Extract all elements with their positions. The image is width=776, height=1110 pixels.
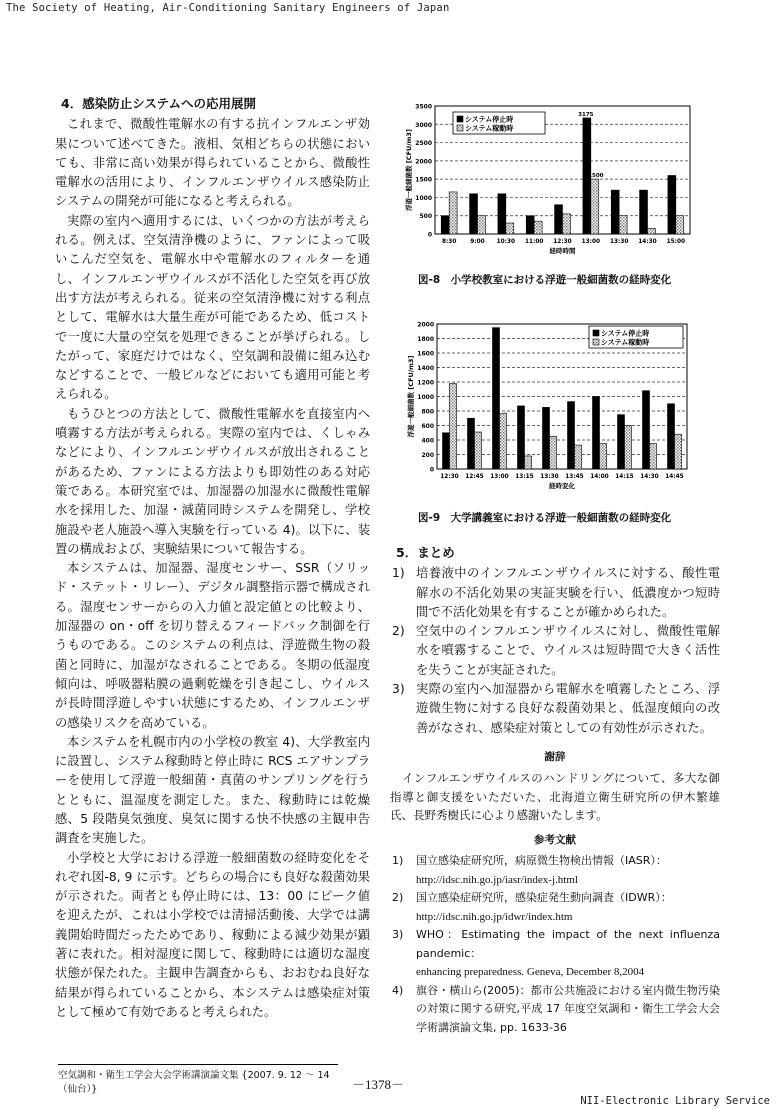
list-number: 2) [392, 624, 405, 639]
bar-running [650, 444, 657, 469]
list-number: 3) [392, 682, 405, 697]
y-axis-label: 浮遊一般細菌数 [CFU/m3] [407, 355, 415, 438]
y-tick-label: 1500 [415, 176, 432, 184]
y-tick-label: 0 [427, 231, 432, 239]
figure-9-chart [395, 318, 695, 498]
bar-stopped [493, 328, 500, 469]
paragraph: 本システムは、加湿器、湿度センサー、SSR（ソリッド・ステット・リレー）、デジタル調整指示器で構成される。湿度センサーからの入力値と設定値との比較より、加湿器の on・off を切り替えるフィードバック制御を行うものである。このシステムの利点は、浮遊微生物の殺菌と同時に、加湿がなされることである。冬期の低湿度傾向は、呼吸器粘膜の過剰乾燥を引き起こし、ウイルスが長時間浮遊しやすい状態にするため、インフルエンザの感染リスクを高めている。 [55, 561, 370, 730]
bar-stopped [611, 190, 619, 234]
list-number: 1) [392, 566, 405, 581]
y-tick-label: 1000 [415, 194, 432, 202]
bar-stopped [498, 194, 506, 234]
y-tick-label: 1800 [417, 336, 434, 343]
paragraph: 実際の室内へ適用するには、いくつかの方法が考えられる。例えば、空気清浄機のように、ファンによって吸いこんだ空気を、電解水中や電解水のフィルターを通し、インフルエンザウイルスが不活化した空気を再び放出す方法が考えられる。従来の空気清浄機に対する利点として、電解水は大量生産が可能であるため、低コストで一度に大量の空気を処理できることが挙げられる。したがって、家庭だけではなく、空気調和設備に組み込むなどすることで、一般ビルなどにおいても適用可能と考えられる。 [55, 213, 370, 402]
x-tick-label: 13:45 [565, 474, 584, 480]
bar-stopped [470, 194, 478, 234]
left-column [55, 94, 370, 1022]
reference-url: enhancing preparedness. Geneva, December 8,2004 [416, 966, 645, 979]
paragraph: 小学校と大学における浮遊一般細菌数の経時変化をそれぞれ図-8, 9 に示す。どちらの場合にも良好な殺菌効果が示された。両者とも停止時には、13：00 にピーク値を迎えたが、これは小学校では清掃活動後、大学では講義開始時間だったためであり、稼動による減少効果が顕著に表れた。相対湿度に関して、稼動時には適切な湿度状態が保たれた。主観申告調査からも、おおむね良好な結果が得られていることから、本システムは感染症対策として極めて有効であると考えられた。 [55, 850, 370, 1019]
x-tick-label: 14:00 [590, 474, 609, 480]
bar-running [625, 426, 632, 470]
bar-stopped [526, 216, 534, 234]
y-tick-label: 3000 [415, 121, 432, 129]
bar-running [550, 436, 557, 469]
figure-8-caption: 図-8 小学校教室における浮遊一般細菌数の経時変化 [418, 274, 672, 286]
legend-label: システム停止時 [465, 115, 514, 124]
x-tick-label: 14:30 [640, 474, 659, 480]
x-tick-label: 12:30 [440, 474, 459, 480]
value-label: 1500 [588, 173, 604, 180]
x-tick-label: 15:00 [666, 239, 686, 245]
reference-url[interactable]: http://idsc.nih.go.jp/iasr/index-j.html [416, 873, 578, 886]
bar-running [449, 192, 457, 234]
bar-running [506, 223, 514, 234]
bar-running [563, 214, 571, 234]
bar-stopped [668, 175, 676, 234]
bar-stopped [555, 205, 563, 234]
x-tick-label: 13:30 [609, 239, 629, 245]
x-tick-label: 9:00 [470, 239, 485, 245]
reference-text: 国立感染症研究所，病原微生物検出情報（IASR）： [416, 854, 667, 868]
reference-number: 1) [392, 854, 404, 868]
bar-stopped [443, 433, 450, 469]
bar-stopped [640, 190, 648, 234]
legend-label: システム稼動時 [601, 338, 650, 347]
page-number: －1378－ [352, 1077, 405, 1092]
acknowledgment-text: インフルエンザウイルスのハンドリングについて、多大な御指導と御支援をいただいた、北海道立衛生研究所の伊木繁雄氏、長野秀樹氏に心より感謝いたします。 [390, 771, 720, 823]
bar-stopped [518, 406, 525, 469]
bar-running [525, 456, 532, 469]
journal-citation: 空気調和・衛生工学会大会学術講演論文集 {2007. 9. 12 ～ 14（仙台）} [58, 1064, 338, 1095]
x-tick-label: 10:30 [496, 239, 516, 245]
list-item [390, 564, 720, 622]
bar-running [675, 434, 682, 469]
legend-swatch [593, 330, 599, 336]
bar-stopped [618, 415, 625, 469]
reference-text: WHO：Estimating the impact of the next influenza pandemic： [416, 928, 720, 960]
reference-list [390, 852, 720, 1037]
bar-stopped [668, 404, 675, 469]
bar-running [591, 179, 599, 234]
y-tick-label: 1400 [417, 365, 434, 372]
x-tick-label: 13:15 [515, 474, 534, 480]
x-tick-label: 13:00 [581, 239, 601, 245]
y-tick-label: 600 [421, 423, 434, 430]
reference-item [390, 852, 720, 889]
reference-number: 2) [392, 891, 404, 905]
reference-number: 4) [392, 983, 404, 997]
x-tick-label: 14:45 [665, 474, 684, 480]
y-tick-label: 1200 [417, 379, 434, 387]
bar-running [475, 432, 482, 469]
paragraph: もうひとつの方法として、微酸性電解水を直接室内へ噴霧する方法が考えられる。実際の室内では、くしゃみなどにより、インフルエンザウイルスが放出されることがあるため、ファンによる方法よりも即効性のある対応策である。本研究室では、加湿器の加湿水に微酸性電解水を採用した、加湿・滅菌同時システムを開発し、学校施設や老人施設へ導入実験を行っている 4)。以下に、装置の構成および、実験結果について報告する。 [55, 406, 370, 556]
x-tick-label: 11:00 [524, 239, 544, 245]
y-tick-label: 0 [429, 466, 434, 474]
reference-item [390, 982, 720, 1038]
section-4-title: 4．感染防止システムへの応用展開 [61, 96, 256, 111]
bar-running [534, 221, 542, 234]
reference-number: 3) [392, 928, 404, 942]
x-tick-label: 14:15 [615, 474, 634, 480]
bar-stopped [543, 407, 550, 469]
y-tick-label: 2500 [415, 140, 432, 148]
library-footer: NII-Electronic Library Service [580, 1095, 770, 1107]
x-tick-label: 13:00 [490, 474, 509, 480]
references-title: 参考文献 [534, 833, 576, 846]
legend-swatch [457, 116, 463, 122]
list-item [390, 680, 720, 738]
bar-stopped [593, 397, 600, 470]
bar-running [500, 413, 507, 469]
bar-running [619, 216, 627, 234]
bar-stopped [468, 418, 475, 469]
paragraph: 本システムを札幌市内の小学校の教室 4)、大学教室内に設置し、システム稼動時と停止時に RCS エアサンプラーを使用して浮遊一般細菌・真菌のサンプリングを行うとともに、温湿度を測定した。また、稼動時には乾燥感、5 段階臭気強度、臭気に関する快不快感の主観申告調査を実施した。 [55, 734, 370, 846]
legend-swatch [457, 125, 463, 131]
y-tick-label: 1600 [417, 350, 434, 358]
reference-url[interactable]: http://idsc.nih.go.jp/idwr/index.htm [416, 910, 573, 923]
legend-label: システム稼動時 [465, 124, 514, 133]
conclusion-list [390, 564, 720, 738]
y-tick-label: 200 [421, 452, 434, 459]
x-tick-label: 8:30 [441, 239, 457, 245]
bar-stopped [441, 216, 449, 234]
x-tick-label: 13:30 [540, 474, 559, 480]
legend-label: システム停止時 [601, 329, 650, 338]
y-tick-label: 800 [421, 408, 434, 416]
figure-8-chart [395, 100, 695, 265]
x-tick-label: 12:30 [553, 239, 572, 245]
journal-header: The Society of Heating, Air-Conditioning Sanitary Engineers of Japan [6, 2, 450, 14]
y-tick-label: 1000 [417, 394, 434, 401]
y-tick-label: 2000 [415, 158, 432, 166]
y-tick-label: 3500 [415, 103, 432, 111]
bar-running [600, 444, 607, 469]
y-tick-label: 400 [421, 437, 434, 445]
bar-running [450, 383, 457, 469]
right-column [390, 543, 720, 1037]
reference-item [390, 926, 720, 982]
list-text: 空気中のインフルエンザウイルスに対し、微酸性電解水を噴霧することで、ウイルスは短時間で大きく活性を失うことが実証された。 [416, 624, 720, 677]
list-text: 実際の室内へ加湿器から電解水を噴霧したところ、浮遊微生物に対する良好な殺菌効果と、低湿度傾向の改善がなされ、感染症対策としての有効性が示された。 [416, 682, 720, 735]
value-label: 3175 [578, 111, 594, 118]
reference-item [390, 889, 720, 926]
bar-running [575, 445, 582, 469]
bar-running [648, 229, 656, 234]
y-tick-label: 500 [419, 213, 432, 221]
y-tick-label: 2000 [417, 321, 434, 329]
list-text: 培養液中のインフルエンザウイルスに対する、酸性電解水の不活化効果の実証実験を行い、低濃度かつ短時間で不活化効果を有することが確かめられた。 [416, 566, 720, 619]
x-axis-label: 経時変化 [549, 482, 575, 490]
bar-running [676, 216, 684, 234]
legend-swatch [593, 339, 599, 345]
paragraph: これまで、微酸性電解水の有する抗インフルエンザ効果について述べてきた。液相、気相どちらの状態においても、非常に高い効果が得られていることから、微酸性電解水の活用により、インフルエンザウイルス感染防止システムの開発が可能になると考えられる。 [55, 117, 370, 209]
reference-text: 国立感染症研究所，感染症発生動向調査（IDWR）： [416, 891, 672, 905]
bar-running [478, 216, 486, 234]
bar-stopped [568, 402, 575, 469]
section-5-title: 5．まとめ [396, 545, 455, 560]
reference-text: 旗谷・横山ら(2005)：都市公共施設における室内微生物汚染の対策に関する研究,平成 17 年度空気調和・衛生工学会大会学術講演論文集, pp. 1633-36 [416, 983, 720, 1034]
acknowledgment-title: 謝辞 [544, 750, 566, 763]
x-tick-label: 12:45 [465, 474, 484, 480]
figure-9-caption: 図-9 大学講義室における浮遊一般細菌数の経時変化 [418, 512, 672, 524]
bar-stopped [643, 391, 650, 469]
x-tick-label: 14:30 [638, 239, 657, 245]
y-axis-label: 浮遊一般細菌数 [CFU/m3] [405, 129, 413, 211]
x-axis-label: 経時時間 [549, 247, 576, 255]
list-item [390, 622, 720, 680]
